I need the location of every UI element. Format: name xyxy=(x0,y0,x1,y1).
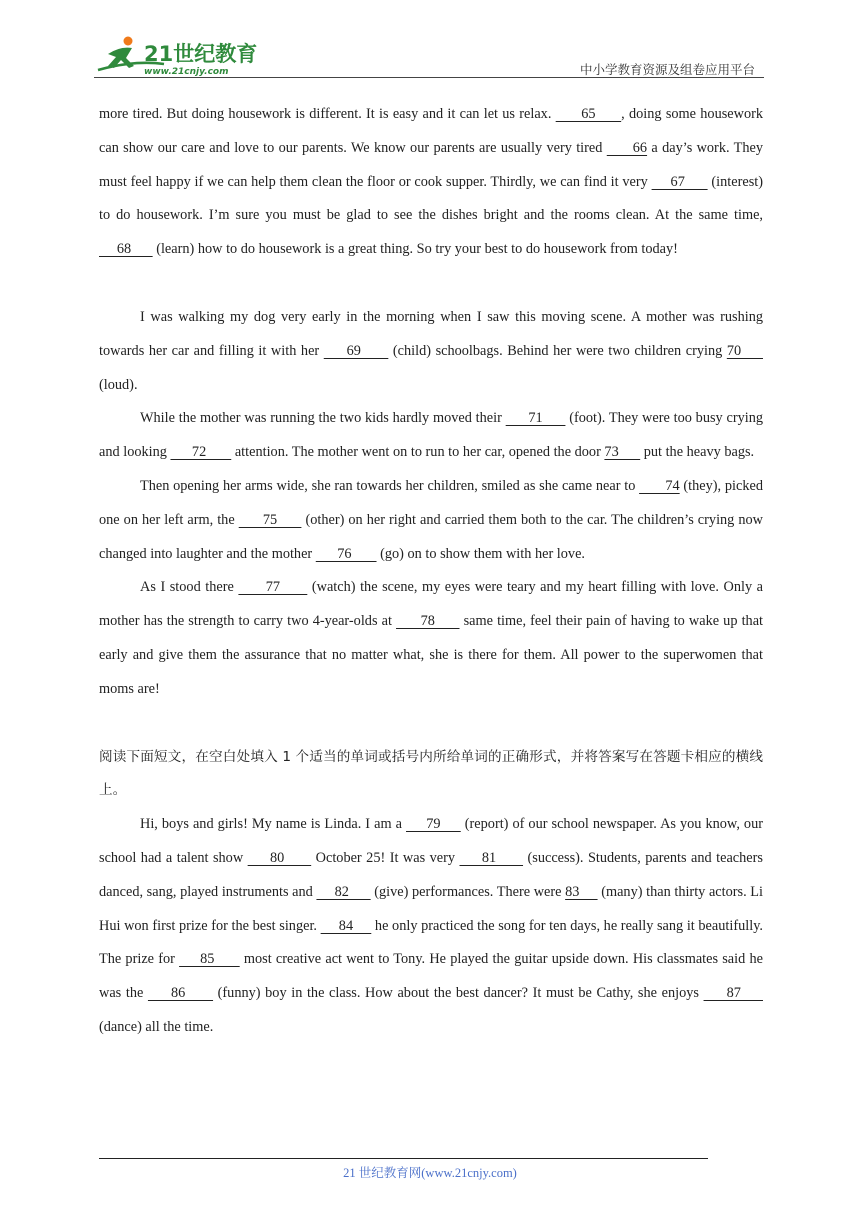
blank-70[interactable]: 70 xyxy=(726,342,763,359)
blank-71[interactable]: 71 xyxy=(505,410,566,427)
blank-85[interactable]: 85 xyxy=(179,951,240,968)
passage2-paragraph-3: Then opening her arms wide, she ran towards her children, smiled as she came near to 74 (they), picked one on her left arm, the 75 (other) on her right and carried them both to the car. The children’s crying now changed into laughter and the mother 76 (go) on to show them with her love. xyxy=(99,477,763,562)
blank-81[interactable]: 81 xyxy=(459,849,524,866)
footer-divider xyxy=(99,1158,708,1159)
footer-link[interactable]: 21 世纪教育网(www.21cnjy.com) xyxy=(343,1166,517,1180)
passage2-paragraph-1: I was walking my dog very early in the morning when I saw this moving scene. A mother was rushing towards her car and filling it with her 69 (child) schoolbags. Behind her were two children crying 70 (loud). xyxy=(99,308,763,393)
blank-87[interactable]: 87 xyxy=(703,985,763,1002)
blank-75[interactable]: 75 xyxy=(238,511,302,528)
spacer xyxy=(99,707,763,741)
logo-21cnjy xyxy=(94,34,264,78)
blank-73[interactable]: 73 xyxy=(604,444,641,461)
blank-65[interactable]: 65 xyxy=(555,106,622,122)
section3-paragraph: Hi, boys and girls! My name is Linda. I am a 79 (report) of our school newspaper. As you know, our school had a talent show 80 October 25! It was very 81 (success). Students, parents and teachers danced, sang, played instruments and 82 (give) performances. There were 83 (many) than thirty actors. Li Hui won first prize for the best singer. 84 he only practiced the song for ten days, he really sang it beautifully. The prize for 85 most creative act went to Tony. He played the guitar upside down. His classmates said he was the 86 (funny) boy in the class. How about the best dancer? It must be Cathy, she enjoys 87 (dance) all the time. xyxy=(99,816,763,1035)
blank-68[interactable]: 68 xyxy=(99,241,153,258)
blank-83[interactable]: 83 xyxy=(565,883,598,900)
blank-82[interactable]: 82 xyxy=(316,883,371,900)
blank-67[interactable]: 67 xyxy=(651,173,708,190)
platform-tagline: 中小学教育资源及组卷应用平台 xyxy=(579,62,755,77)
blank-78[interactable]: 78 xyxy=(396,613,460,630)
blank-80[interactable]: 80 xyxy=(247,849,312,866)
blank-72[interactable]: 72 xyxy=(170,444,232,461)
blank-76[interactable]: 76 xyxy=(315,545,377,562)
blank-77[interactable]: 77 xyxy=(238,579,308,596)
passage2-paragraph-2: While the mother was running the two kids hardly moved their 71 (foot). They were too busy crying and looking 72 attention. The mother went on to run to her car, opened the door 73 put the heavy bags. xyxy=(99,410,763,461)
document-body xyxy=(99,98,763,1045)
blank-84[interactable]: 84 xyxy=(320,917,372,934)
blank-66[interactable]: 66 xyxy=(606,139,648,156)
spacer xyxy=(99,267,763,301)
svg-text:21世纪教育: 21世纪教育 xyxy=(144,42,258,66)
page-header xyxy=(0,0,860,80)
passage1-paragraph: more tired. But doing housework is different. It is easy and it can let us relax. 65 , doing some housework can show our care and love to our parents. We know our parents are usually very tired 66 a day’s work. They must feel happy if we can help them clean the floor or cook supper. Thirdly, we can find it very 67 (interest) to do housework. I’m sure you must be glad to see the dishes bright and the rooms clean. At the same time, 68 (learn) how to do housework is a great thing. So try your best to do housework from today! xyxy=(99,106,764,258)
header-divider xyxy=(94,77,764,78)
passage2-paragraph-4: As I stood there 77 (watch) the scene, my eyes were teary and my heart filling with love. Only a mother has the strength to carry two 4-year-olds at 78 same time, feel their pain of having to wake up that early and give them the assurance that no matter what, she is there for them. All power to the superwomen that moms are! xyxy=(99,579,764,697)
svg-text:www.21cnjy.com: www.21cnjy.com xyxy=(144,67,229,77)
blank-79[interactable]: 79 xyxy=(406,816,461,833)
section3-instruction: 阅读下面短文，在空白处填入 1 个适当的单词或括号内所给单词的正确形式，并将答案写在答题卡相应的横线上。 xyxy=(99,748,763,799)
blank-69[interactable]: 69 xyxy=(323,342,389,359)
blank-86[interactable]: 86 xyxy=(147,985,214,1002)
blank-74[interactable]: 74 xyxy=(639,477,680,494)
